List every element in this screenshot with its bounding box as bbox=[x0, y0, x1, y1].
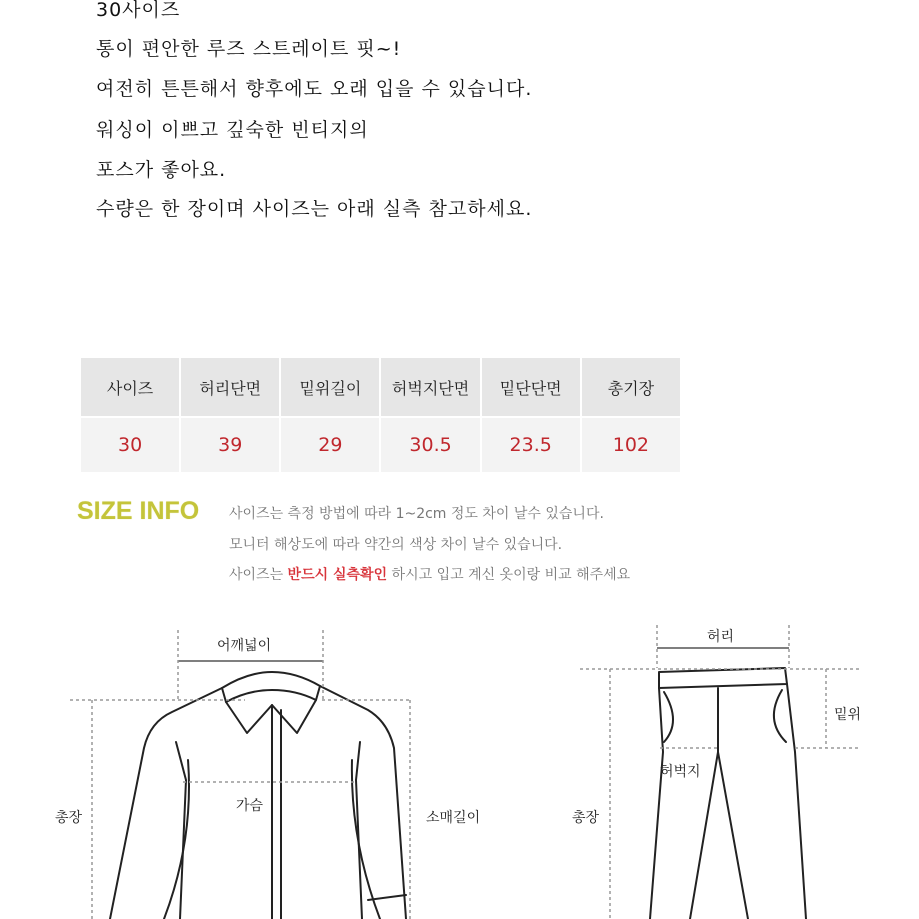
label-rise: 밑위 bbox=[834, 707, 862, 723]
value-hem: 23.5 bbox=[481, 417, 581, 473]
label-chest: 가슴 bbox=[236, 798, 264, 814]
pants-illustration bbox=[650, 668, 806, 919]
description-line: 수량은 한 장이며 사이즈는 아래 실측 참고하세요. bbox=[96, 198, 533, 220]
description-line: 여전히 튼튼해서 향후에도 오래 입을 수 있습니다. bbox=[96, 78, 533, 100]
header-size: 사이즈 bbox=[80, 357, 180, 417]
notice-3-highlight: 반드시 실측확인 bbox=[287, 567, 388, 583]
pants-measure-lines bbox=[580, 625, 860, 919]
label-shoulder: 어깨넓이 bbox=[217, 638, 272, 654]
shirt-measure-lines bbox=[70, 630, 410, 919]
description-line: 워싱이 이쁘고 깊숙한 빈티지의 bbox=[96, 119, 369, 141]
value-length: 102 bbox=[581, 417, 681, 473]
description-line: 포스가 좋아요. bbox=[96, 159, 227, 181]
notice-3-prefix: 사이즈는 bbox=[229, 567, 288, 583]
description-line: 통이 편안한 루즈 스트레이트 핏~! bbox=[96, 38, 402, 60]
header-thigh: 허벅지단면 bbox=[380, 357, 480, 417]
size-info-title: SIZE INFO bbox=[77, 497, 200, 525]
label-sleeve: 소매길이 bbox=[426, 810, 481, 826]
header-waist: 허리단면 bbox=[180, 357, 280, 417]
label-shirt-length: 총장 bbox=[55, 810, 83, 826]
label-waist: 허리 bbox=[707, 629, 735, 645]
label-pants-length: 총장 bbox=[572, 810, 600, 826]
size-notice-1: 사이즈는 측정 방법에 따라 1~2cm 정도 차이 날수 있습니다. bbox=[229, 506, 604, 522]
value-rise: 29 bbox=[280, 417, 380, 473]
header-length: 총기장 bbox=[581, 357, 681, 417]
label-thigh: 허벅지 bbox=[660, 764, 701, 780]
value-waist: 39 bbox=[180, 417, 280, 473]
header-hem: 밑단단면 bbox=[481, 357, 581, 417]
notice-3-suffix: 하시고 입고 계신 옷이랑 비교 해주세요 bbox=[387, 567, 631, 583]
value-size: 30 bbox=[80, 417, 180, 473]
description-line: 30사이즈 bbox=[96, 0, 181, 21]
header-rise: 밑위길이 bbox=[280, 357, 380, 417]
value-thigh: 30.5 bbox=[380, 417, 480, 473]
size-notice-2: 모니터 해상도에 따라 약간의 색상 차이 날수 있습니다. bbox=[229, 537, 563, 553]
